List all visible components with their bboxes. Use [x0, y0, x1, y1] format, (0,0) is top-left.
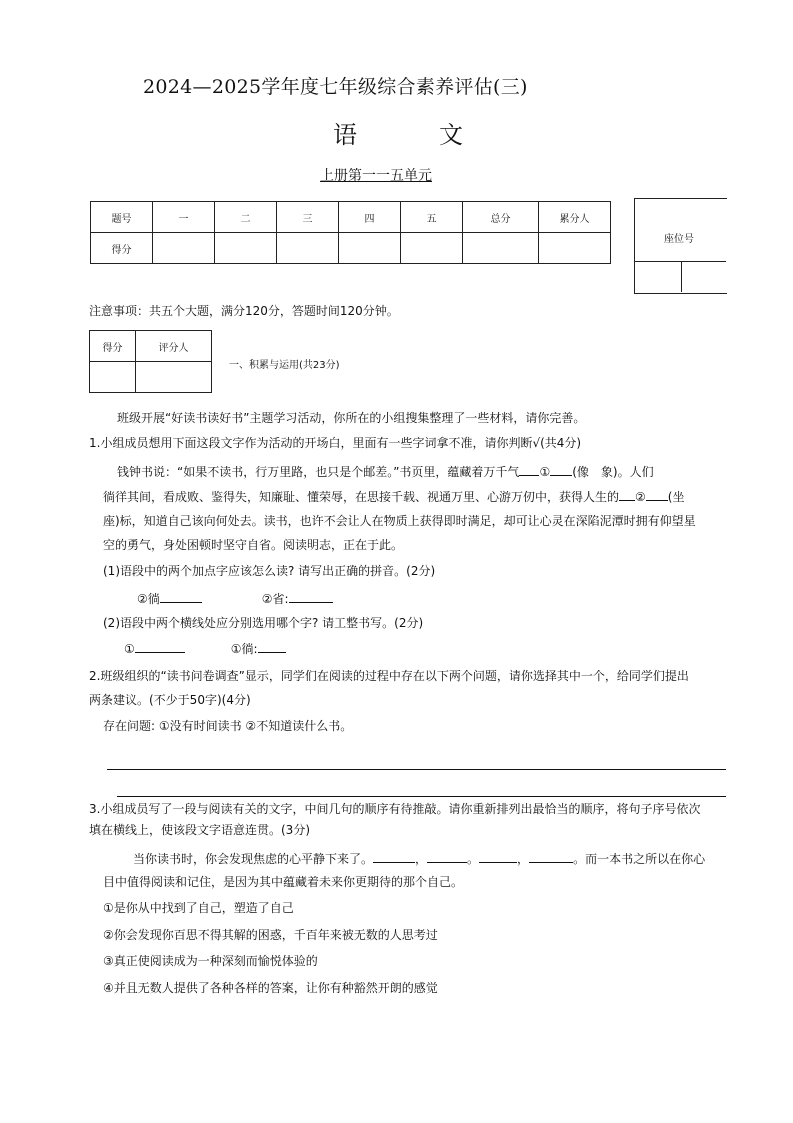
question-3-option: ②你会发现你百思不得其解的困惑，千百年来被无数的人思考过: [103, 928, 438, 942]
answer-blank[interactable]: [258, 640, 286, 653]
grader-table: [89, 330, 212, 393]
score-input-cell[interactable]: [153, 233, 215, 264]
question-2-stem: 两条建议。(不少于50字)(4分): [89, 693, 251, 707]
answer-blank[interactable]: [289, 590, 333, 603]
divider: [634, 261, 726, 262]
score-table-header-row: [91, 202, 611, 233]
answer-blank[interactable]: [479, 850, 517, 863]
subject-heading: [333, 115, 463, 150]
question-1-sub-2-answer: ① ①徜:: [124, 640, 286, 657]
question-1-sub-1-answer: ②徜 ②省:: [137, 590, 333, 607]
section-title: 一、积累与运用(共23分): [229, 360, 340, 371]
question-1-passage-line: 空的勇气，身处困顿时坚守自省。阅读明志，正在于此。: [103, 538, 404, 552]
grader-header: 评分人: [136, 331, 212, 362]
score-cell: 五: [401, 202, 463, 233]
intro-text: 班级开展“好读书读好书”主题学习活动，你所在的小组搜集整理了一些材料，请你完善。: [117, 411, 586, 425]
question-1-sub-1: (1)语段中的两个加点字应该怎么读? 请写出正确的拼音。(2分): [103, 564, 436, 578]
question-1-passage-line: 钱钟书说：“如果不读书，行万里路，也只是个邮差。”书页里，蕴藏着万千气 ① (像 象)。人们: [117, 465, 654, 479]
score-input-cell[interactable]: [463, 233, 539, 264]
grader-header: 得分: [90, 331, 136, 362]
exam-title: 2024—2025学年度七年级综合素养评估(三): [143, 76, 528, 98]
score-input-cell[interactable]: [339, 233, 401, 264]
question-3-option: ④并且无数人提供了各种各样的答案，让你有种豁然开朗的感觉: [103, 981, 438, 995]
answer-blank[interactable]: [550, 463, 572, 476]
question-3-passage-line: 当你读书时，你会发现焦虑的心平静下来了。 ， 。 ， 。而一本书之所以在你心: [133, 852, 706, 866]
exam-notice: 注意事项：共五个大题，满分120分，答题时间120分钟。: [89, 304, 399, 318]
score-cell: 二: [215, 202, 277, 233]
grader-input-cell[interactable]: [136, 362, 212, 393]
answer-blank[interactable]: [160, 590, 202, 603]
question-2-problems: 存在问题: ①没有时间读书 ②不知道读什么书。: [103, 719, 353, 733]
grader-input-cell[interactable]: [90, 362, 136, 393]
question-1-passage-line: 徜徉其间，看成败、鉴得失，知廉耻、懂荣辱，在思接千载、视通万里、心游万仞中，获得人生的 ② (坐: [103, 490, 685, 504]
score-cell: 四: [339, 202, 401, 233]
answer-line[interactable]: [107, 769, 726, 770]
score-input-cell[interactable]: [401, 233, 463, 264]
answer-blank[interactable]: [427, 850, 467, 863]
subject-char-1: 语: [333, 121, 357, 149]
question-1-stem: 1.小组成员想用下面这段文字作为活动的开场白，里面有一些字词拿不准，请你判断√(共4分): [89, 436, 582, 450]
question-1-passage-line: 座)标，知道自己该向何处去。读书，也许不会让人在物质上获得即时满足，却可让心灵在深陷泥潭时拥有仰望星: [103, 514, 696, 528]
answer-blank[interactable]: [519, 463, 539, 476]
answer-line[interactable]: [117, 796, 726, 797]
score-input-cell[interactable]: [277, 233, 339, 264]
question-3-stem: 3.小组成员写了一段与阅读有关的文字，中间几句的顺序有待推敲。请你重新排列出最恰当的顺序，将句子序号依次: [89, 802, 701, 816]
answer-blank[interactable]: [373, 850, 415, 863]
score-table-score-row: [91, 233, 611, 264]
seat-number-label: 座位号: [664, 234, 694, 245]
score-input-cell[interactable]: [539, 233, 611, 264]
score-cell: 总分: [463, 202, 539, 233]
question-3-passage-line: 目中值得阅读和记住，是因为其中蕴藏着未来你更期待的那个自己。: [103, 875, 464, 889]
unit-range: 上册第一一五单元: [320, 168, 432, 184]
answer-blank[interactable]: [135, 640, 185, 653]
divider: [681, 261, 682, 292]
score-table: [90, 201, 611, 264]
score-cell: 累分人: [539, 202, 611, 233]
subject-char-2: 文: [439, 121, 463, 149]
question-3-stem: 填在横线上，使该段文字语意连贯。(3分): [89, 823, 310, 837]
question-1-sub-2: (2)语段中两个横线处应分别选用哪个字? 请工整书写。(2分): [103, 616, 424, 630]
question-3-option: ③真正使阅读成为一种深刻而愉悦体验的: [103, 954, 318, 968]
score-cell: 得分: [91, 233, 153, 264]
score-cell: 题号: [91, 202, 153, 233]
answer-blank[interactable]: [529, 850, 573, 863]
score-input-cell[interactable]: [215, 233, 277, 264]
score-cell: 一: [153, 202, 215, 233]
question-3-option: ①是你从中找到了自己，塑造了自己: [103, 901, 294, 915]
score-cell: 三: [277, 202, 339, 233]
question-2-stem: 2.班级组织的“读书问卷调查”显示，同学们在阅读的过程中存在以下两个问题，请你选择其中一个，给同学们提出: [89, 669, 689, 683]
answer-blank[interactable]: [646, 488, 668, 501]
answer-blank[interactable]: [619, 488, 635, 501]
